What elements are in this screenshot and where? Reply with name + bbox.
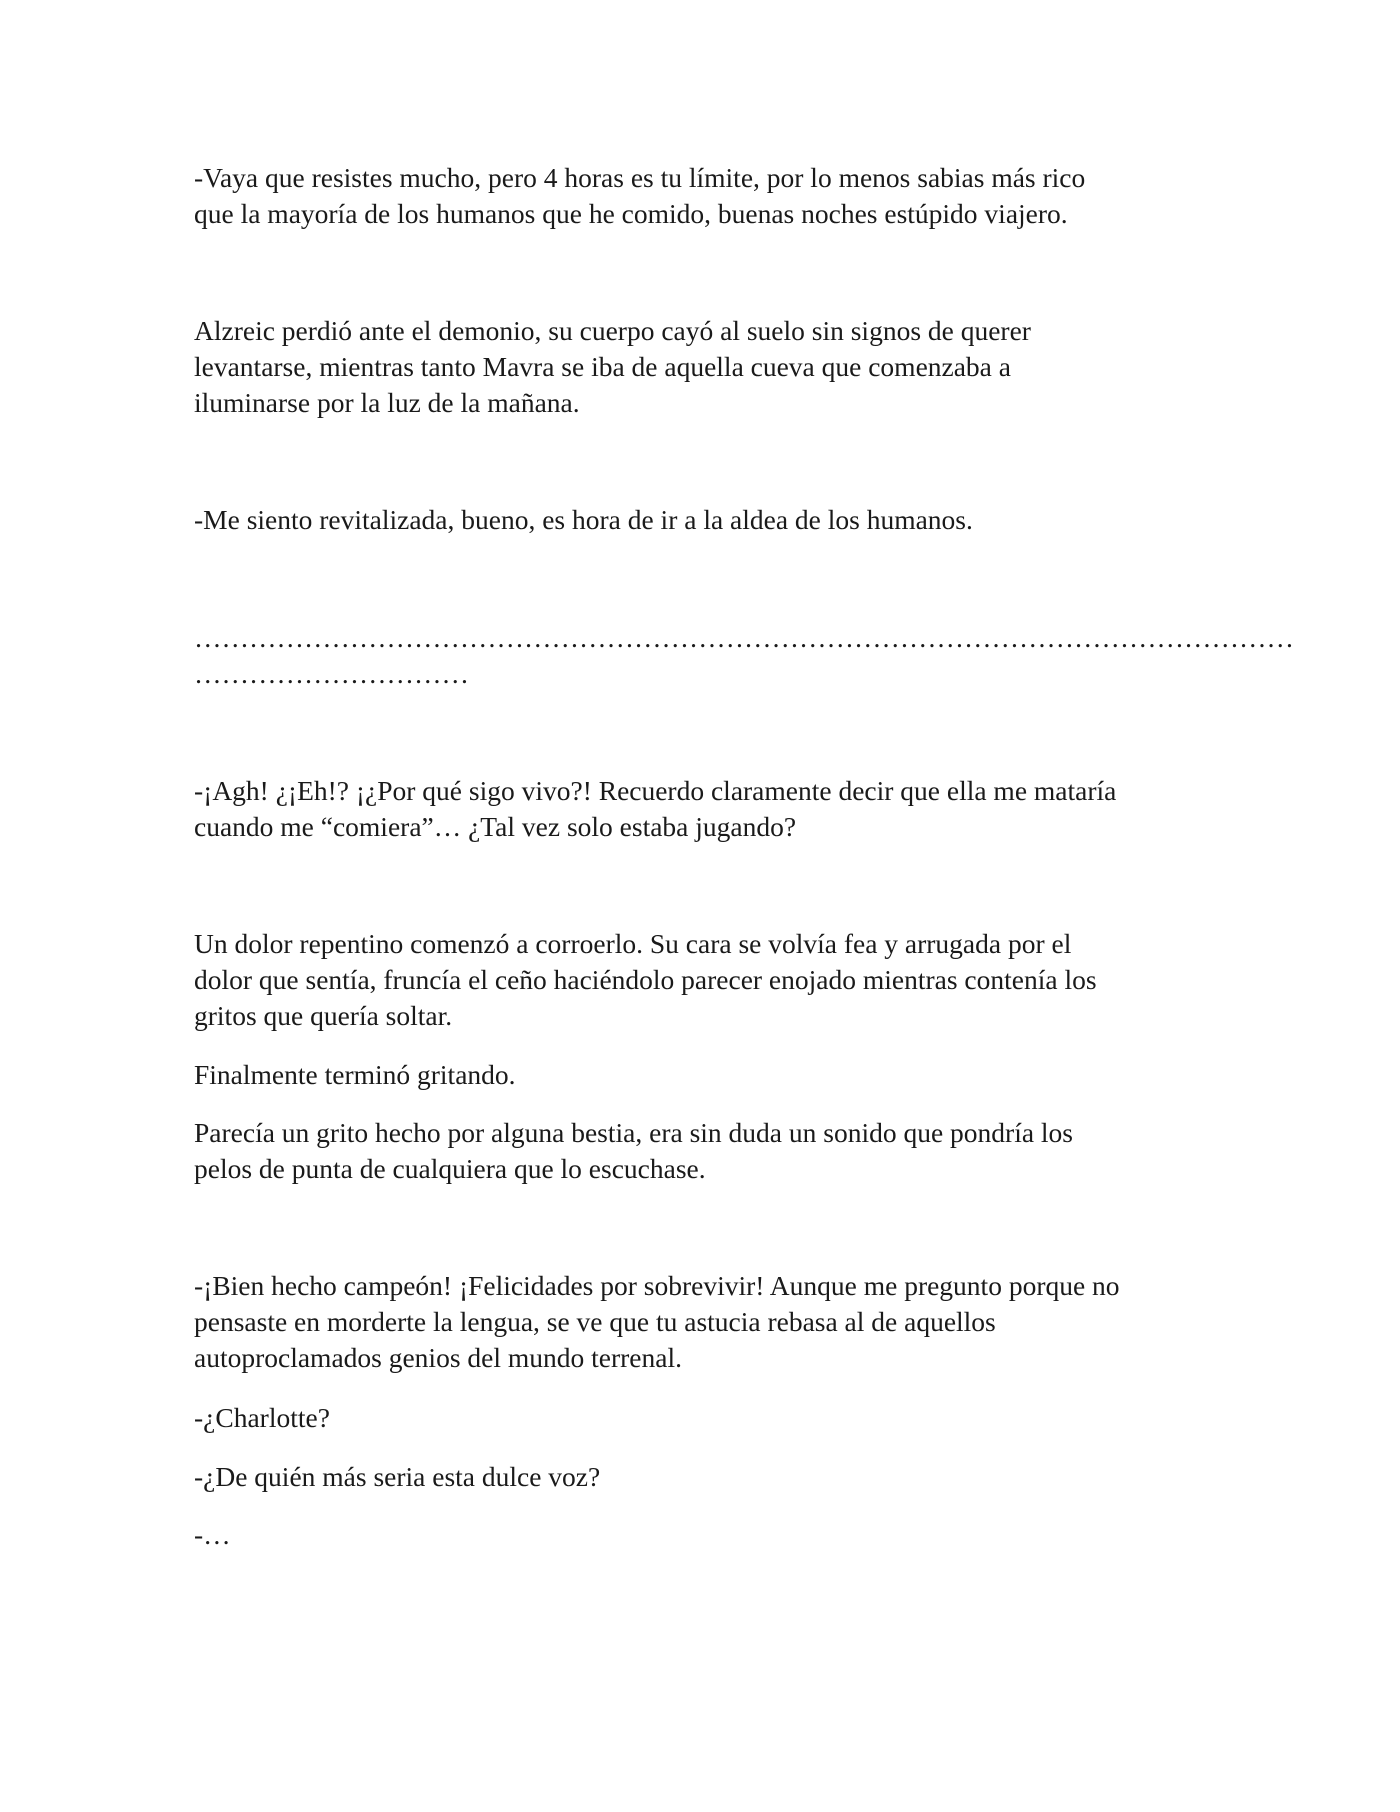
- text-line: gritos que quería soltar.: [194, 1000, 453, 1031]
- text-line: Alzreic perdió ante el demonio, su cuerpo cayó al suelo sin signos de querer: [194, 315, 1031, 346]
- text-line: -¿Charlotte?: [194, 1402, 330, 1433]
- text-line: -¡Bien hecho campeón! ¡Felicidades por sobrevivir! Aunque me pregunto porque no: [194, 1270, 1120, 1301]
- text-line: -…: [194, 1519, 231, 1550]
- text-line: dolor que sentía, fruncía el ceño haciéndolo parecer enojado mientras contenía los: [194, 964, 1097, 995]
- text-line: levantarse, mientras tanto Mavra se iba de aquella cueva que comenzaba a: [194, 351, 1011, 382]
- scene-break-dots: [194, 620, 1294, 692]
- paragraph-12: [194, 1517, 1214, 1553]
- paragraph-8: [194, 1115, 1214, 1187]
- text-line: iluminarse por la luz de la mañana.: [194, 387, 580, 418]
- text-line: -¡Agh! ¿¡Eh!? ¡¿Por qué sigo vivo?! Recuerdo claramente decir que ella me mataría: [194, 775, 1117, 806]
- paragraph-2: [194, 313, 1214, 421]
- text-line: que la mayoría de los humanos que he comido, buenas noches estúpido viajero.: [194, 198, 1068, 229]
- text-line: Un dolor repentino comenzó a corroerlo. Su cara se volvía fea y arrugada por el: [194, 928, 1072, 959]
- dots-line: …………………………: [194, 658, 469, 689]
- paragraph-3: [194, 502, 1214, 538]
- paragraph-6: [194, 926, 1214, 1034]
- text-line: -Vaya que resistes mucho, pero 4 horas es tu límite, por lo menos sabias más rico: [194, 162, 1086, 193]
- paragraph-5: [194, 773, 1214, 845]
- text-line: -¿De quién más seria esta dulce voz?: [194, 1461, 601, 1492]
- text-line: pensaste en morderte la lengua, se ve que tu astucia rebasa al de aquellos: [194, 1306, 996, 1337]
- text-line: Finalmente terminó gritando.: [194, 1059, 516, 1090]
- text-line: Parecía un grito hecho por alguna bestia, era sin duda un sonido que pondría los: [194, 1117, 1074, 1148]
- paragraph-7: [194, 1057, 1214, 1093]
- paragraph-10: [194, 1400, 1214, 1436]
- text-line: pelos de punta de cualquiera que lo escuchase.: [194, 1153, 706, 1184]
- text-line: -Me siento revitalizada, bueno, es hora de ir a la aldea de los humanos.: [194, 504, 973, 535]
- paragraph-1: [194, 160, 1214, 232]
- paragraph-9: [194, 1268, 1214, 1376]
- dots-line: …………………………………………………………………………………………………………: [194, 622, 1294, 653]
- paragraph-11: [194, 1459, 1214, 1495]
- text-line: autoproclamados genios del mundo terrenal.: [194, 1342, 682, 1373]
- text-line: cuando me “comiera”… ¿Tal vez solo estaba jugando?: [194, 811, 797, 842]
